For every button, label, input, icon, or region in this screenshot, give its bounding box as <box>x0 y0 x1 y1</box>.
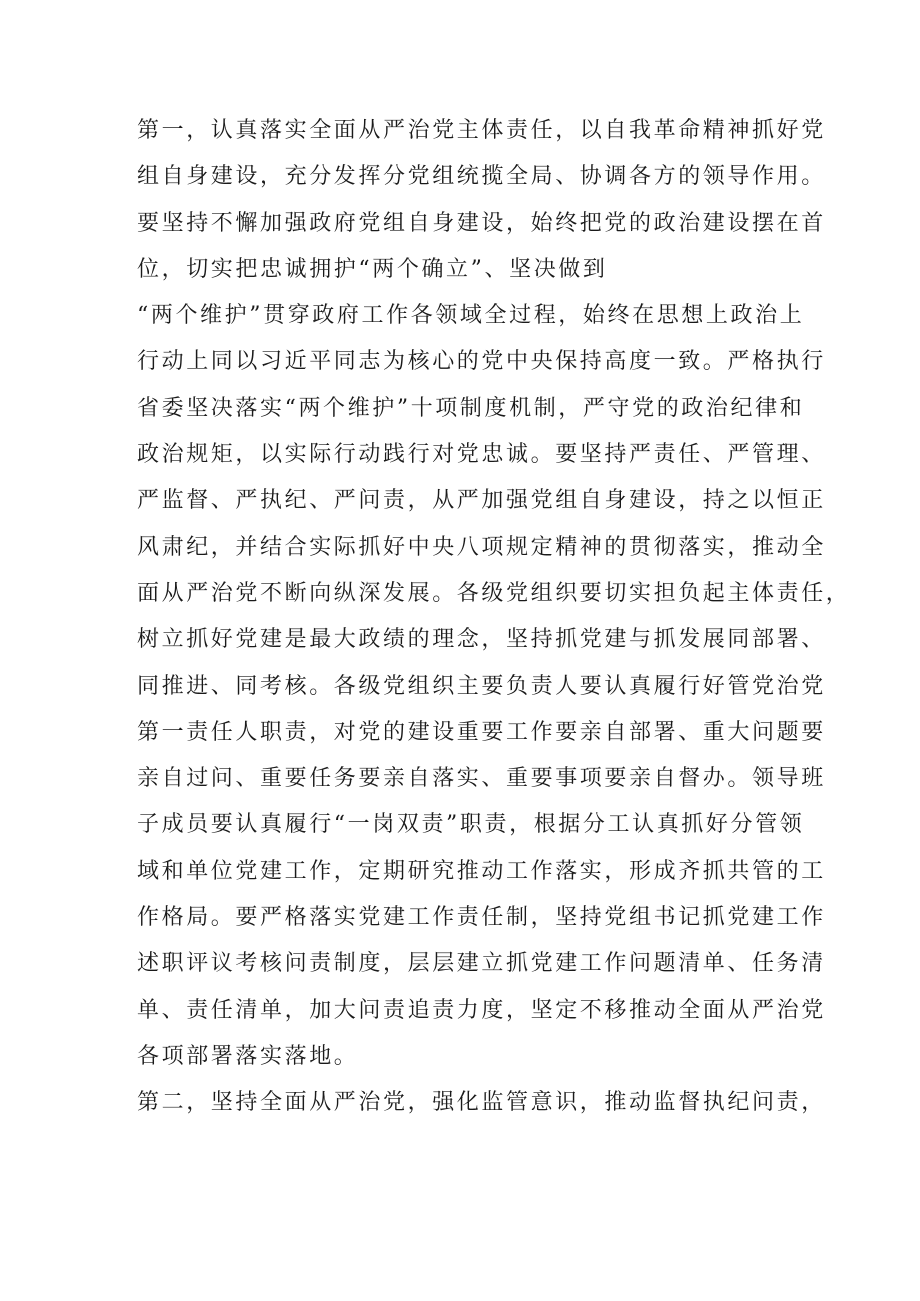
text-line: 省委坚决落实“两个维护”十项制度机制，严守党的政治纪律和 <box>137 395 805 421</box>
text-line: 各项部署落实落地。 <box>137 1043 359 1069</box>
text-line: 行动上同以习近平同志为核心的党中央保持高度一致。严格执行 <box>137 349 826 375</box>
text-line: “两个维护”贯穿政府工作各领域全过程，始终在思想上政治上 <box>137 303 805 329</box>
text-line: 述职评议考核问责制度，层层建立抓党建工作问题清单、任务清 <box>137 951 826 977</box>
text-line: 位，切实把忠诚拥护“两个确立”、坚决做到 <box>137 256 608 282</box>
text-line: 同推进、同考核。各级党组织主要负责人要认真履行好管党治党 <box>137 673 826 699</box>
text-line: 第一责任人职责，对党的建设重要工作要亲自部署、重大问题要 <box>137 719 826 745</box>
text-line: 子成员要认真履行“一岗双责”职责，根据分工认真抓好分管领 <box>137 812 805 838</box>
text-line: 组自身建设，充分发挥分党组统揽全局、协调各方的领导作用。 <box>137 164 826 190</box>
text-line: 面从严治党不断向纵深发展。各级党组织要切实担负起主体责任， <box>137 580 851 606</box>
text-line: 严监督、严执纪、严问责，从严加强党组自身建设，持之以恒正 <box>137 488 826 514</box>
text-line: 域和单位党建工作，定期研究推动工作落实，形成齐抓共管的工 <box>137 858 826 884</box>
text-line: 要坚持不懈加强政府党组自身建设，始终把党的政治建设摆在首 <box>137 210 826 236</box>
text-line: 亲自过问、重要任务要亲自落实、重要事项要亲自督办。领导班 <box>137 766 826 792</box>
text-line: 作格局。要严格落实党建工作责任制，坚持党组书记抓党建工作 <box>137 905 826 931</box>
text-line: 单、责任清单，加大问责追责力度，坚定不移推动全面从严治党 <box>137 997 826 1023</box>
text-line: 树立抓好党建是最大政绩的理念，坚持抓党建与抓发展同部署、 <box>137 627 826 653</box>
text-line: 政治规矩，以实际行动践行对党忠诚。要坚持严责任、严管理、 <box>137 442 826 468</box>
text-line: 第二，坚持全面从严治党，强化监管意识，推动监督执纪问责， <box>137 1090 826 1116</box>
text-line: 第一，认真落实全面从严治党主体责任，以自我革命精神抓好党 <box>137 118 826 143</box>
text-line: 风肃纪，并结合实际抓好中央八项规定精神的贯彻落实，推动全 <box>137 534 826 560</box>
body-text <box>137 108 851 1127</box>
